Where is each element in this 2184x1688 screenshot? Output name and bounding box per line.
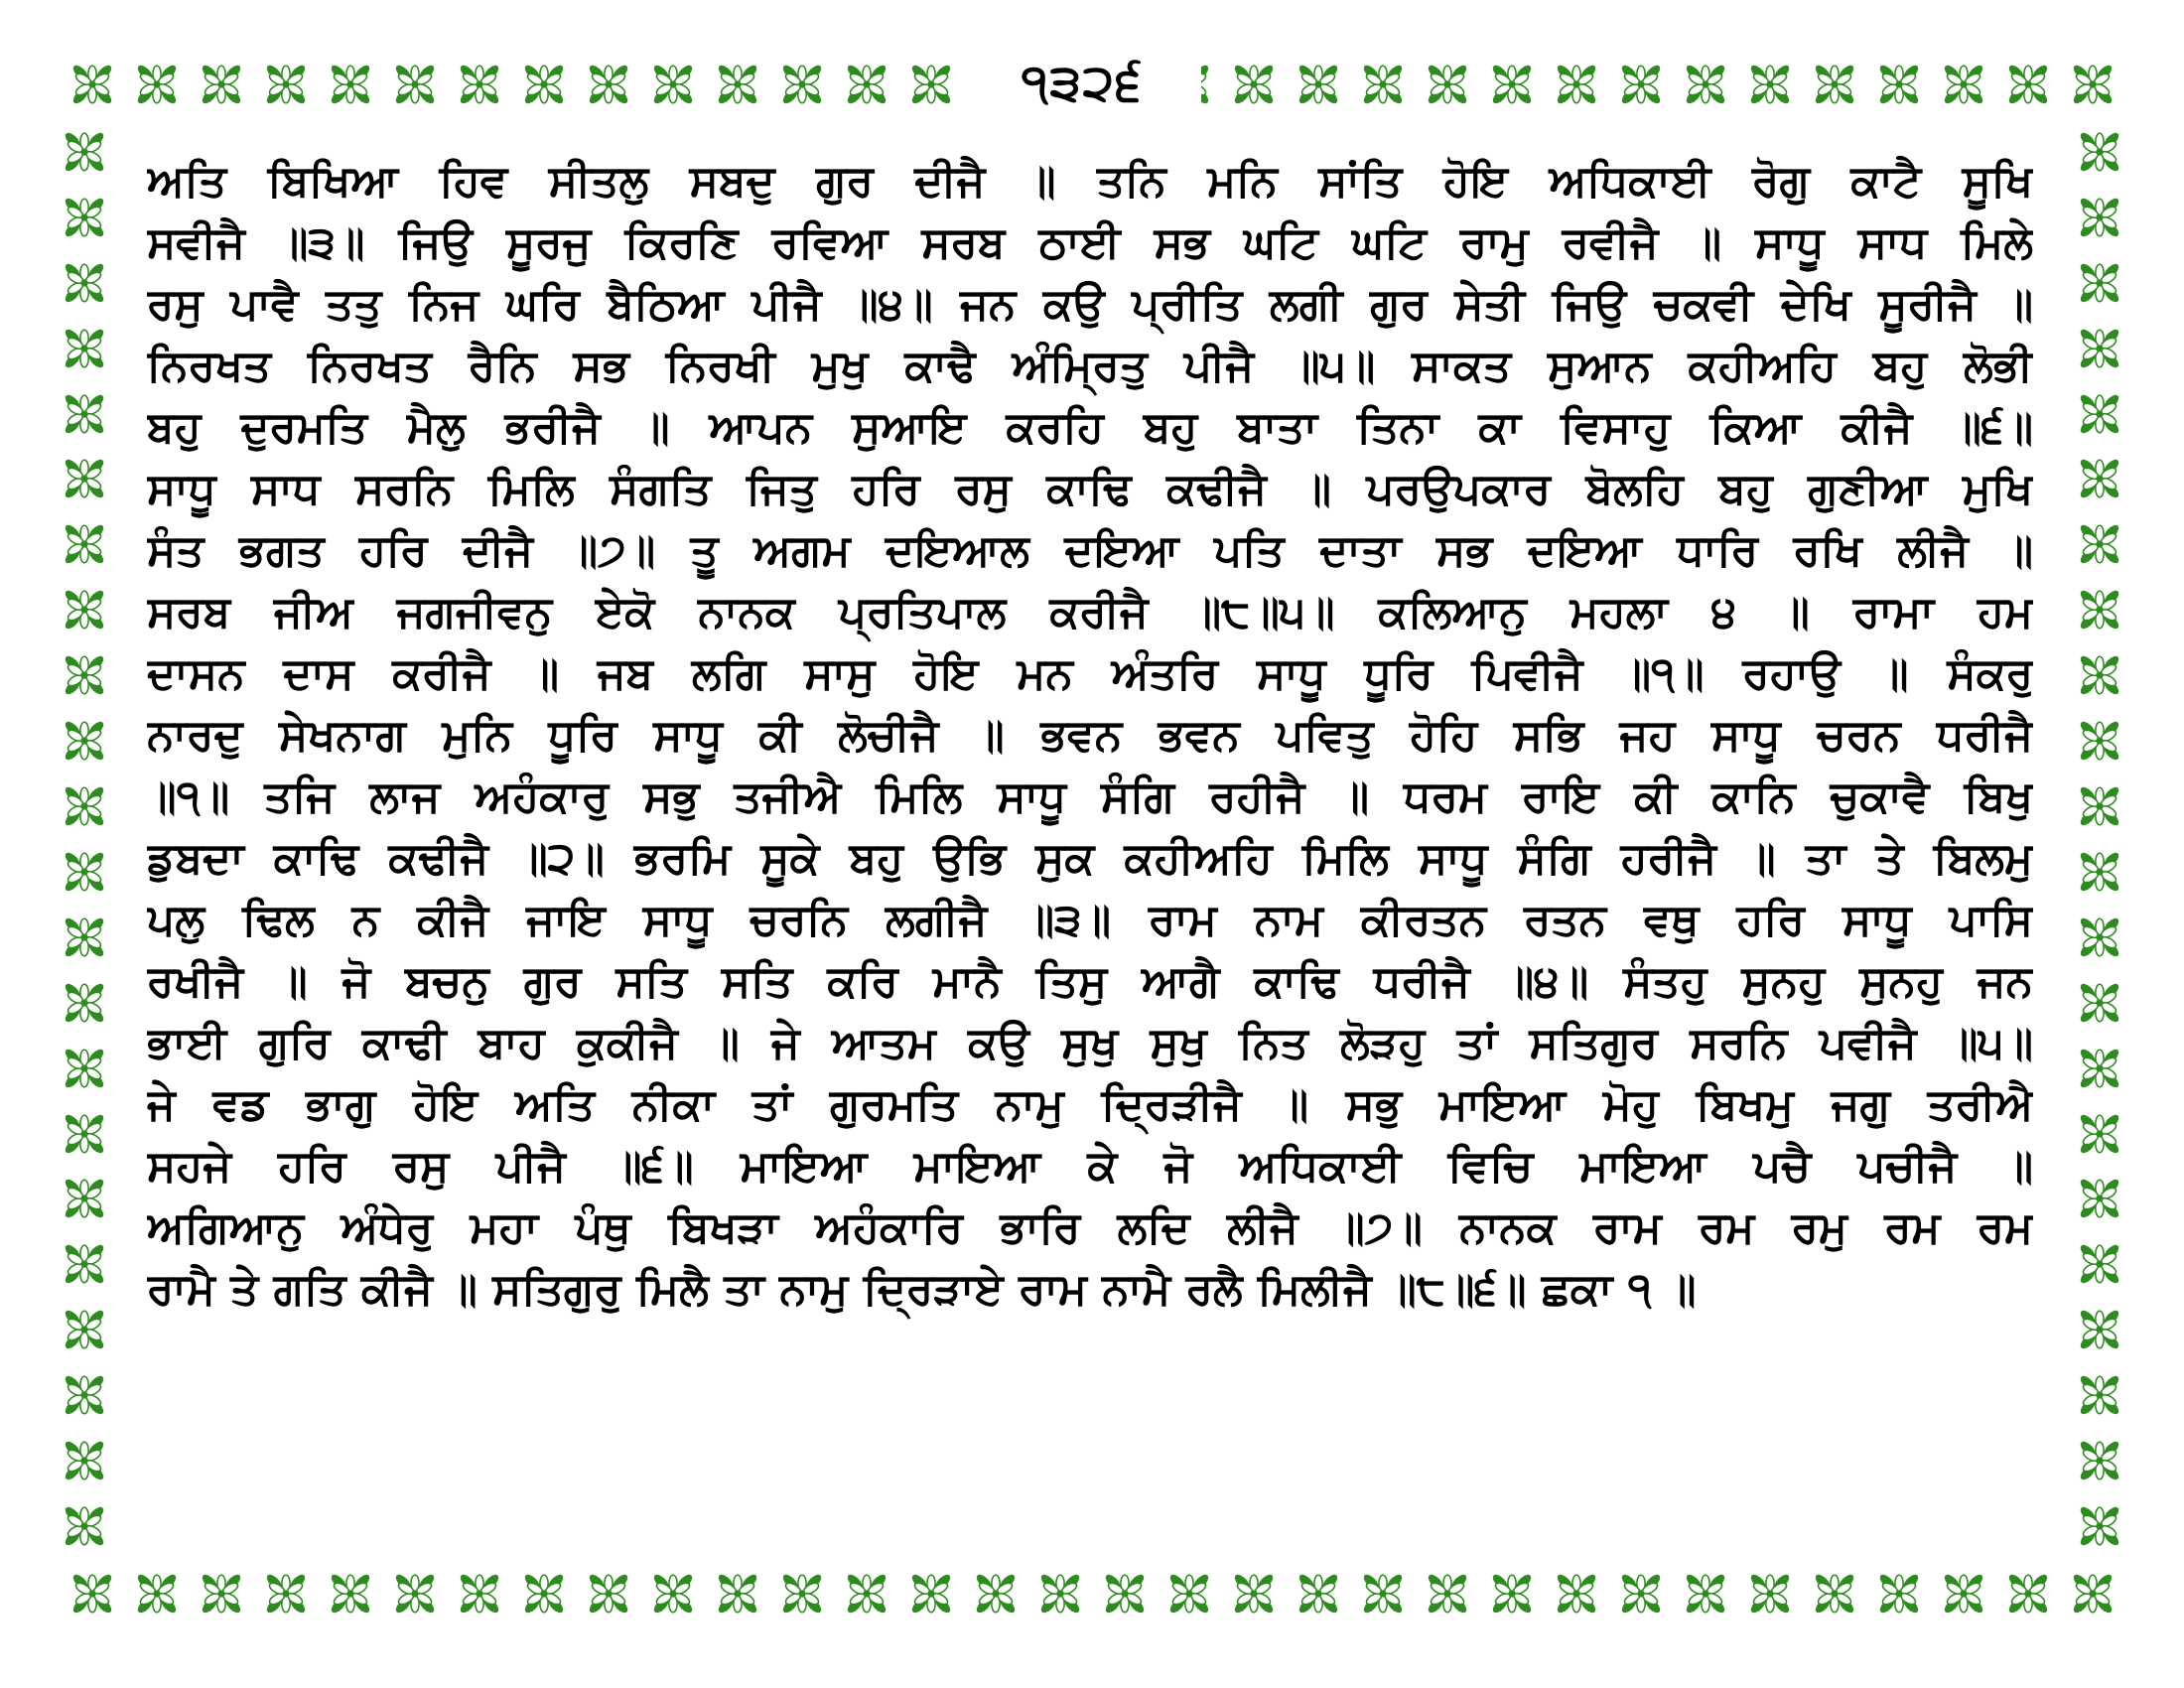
flower-icon [1228,59,1280,110]
flower-icon [59,453,110,504]
flower-icon [325,59,376,110]
flower-icon [59,715,110,767]
flower-icon [2074,257,2125,309]
flower-icon [776,59,828,110]
text-line: ਪਲੁ ਢਿਲ ਨ ਕੀਜੈ ਜਾਇ ਸਾਧੂ ਚਰਨਿ ਲਗੀਜੈ ॥੩॥ ਰਾਮ ਨਾਮ ਕੀਰਤਨ ਰਤਨ ਵਥੁ ਹਰਿ ਸਾਧੂ ਪਾਸਿ [147,895,2033,945]
flower-icon [1357,59,1409,110]
scripture-text [147,151,2033,1521]
flower-icon [59,780,110,832]
flower-icon [1744,59,1796,110]
flower-icon [2067,59,2118,110]
flower-icon [59,977,110,1029]
flower-icon [1034,1568,1086,1619]
flower-icon [1357,1568,1409,1619]
flower-icon [2074,977,2125,1029]
flower-icon [131,1568,183,1619]
flower-icon [647,1568,699,1619]
flower-icon [1293,59,1344,110]
flower-icon [59,1369,110,1421]
flower-icon [647,59,699,110]
flower-icon [59,1304,110,1355]
text-line: ਰਾਮੈ ਤੇ ਗਤਿ ਕੀਜੈ ॥ ਸਤਿਗੁਰੁ ਮਿਲੈ ਤਾ ਨਾਮੁ ਦ੍ਰਿੜਾਏ ਰਾਮ ਨਾਮੈ ਰਲੈ ਮਿਲੀਜੈ ॥੮॥੬॥ ਛਕਾ ੧ ॥ [147,1264,1697,1315]
flower-icon [59,192,110,243]
flower-icon [2074,1435,2125,1486]
flower-icon [2074,780,2125,832]
text-line: ਰਖੀਜੈ ॥ ਜੋ ਬਚਨੁ ਗੁਰ ਸਤਿ ਸਤਿ ਕਰਿ ਮਾਨੈ ਤਿਸੁ ਆਗੈ ਕਾਢਿ ਧਰੀਜੈ ॥੪॥ ਸੰਤਹੁ ਸੁਨਹੁ ਸੁਨਹੁ ਜਨ [147,956,2033,1007]
flower-icon [1486,1568,1538,1619]
text-line: ਡੁਬਦਾ ਕਾਢਿ ਕਢੀਜੈ ॥੨॥ ਭਰਮਿ ਸੂਕੇ ਬਹੁ ਉਭਿ ਸੁਕ ਕਹੀਅਹਿ ਮਿਲਿ ਸਾਧੂ ਸੰਗਿ ਹਰੀਜੈ ॥ ਤਾ ਤੇ ਬਿਲਮੁ [147,833,2033,884]
flower-icon [841,1568,892,1619]
text-line: ਨਾਰਦੁ ਸੇਖਨਾਗ ਮੁਨਿ ਧੂਰਿ ਸਾਧੂ ਕੀ ਲੋਚੀਜੈ ॥ ਭਵਨ ਭਵਨ ਪਵਿਤੁ ਹੋਹਿ ਸਭਿ ਜਹ ਸਾਧੂ ਚਰਨ ਧਰੀਜੈ [147,710,2033,761]
flower-icon [1163,1568,1215,1619]
flower-icon [905,1568,957,1619]
flower-icon [2074,192,2125,243]
flower-icon [2074,453,2125,504]
flower-icon [2074,1369,2125,1421]
flower-icon [1809,59,1860,110]
flower-icon [260,1568,312,1619]
border-bottom [60,1559,2124,1628]
text-line: ਸਹਜੇ ਹਰਿ ਰਸੁ ਪੀਜੈ ॥੬॥ ਮਾਇਆ ਮਾਇਆ ਕੇ ਜੋ ਅਧਿਕਾਈ ਵਿਚਿ ਮਾਇਆ ਪਚੈ ਪਚੀਜੈ ॥ [147,1141,2033,1192]
text-line: ਭਾਈ ਗੁਰਿ ਕਾਢੀ ਬਾਹ ਕੁਕੀਜੈ ॥ ਜੇ ਆਤਮ ਕਉ ਸੁਖੁ ਸੁਖੁ ਨਿਤ ਲੋੜਹੁ ਤਾਂ ਸਤਿਗੁਰ ਸਰਨਿ ਪਵੀਜੈ ॥੫॥ [147,1018,2033,1068]
flower-icon [970,1568,1022,1619]
border-right [2065,119,2134,1559]
flower-icon [2074,1043,2125,1094]
flower-icon [776,1568,828,1619]
flower-icon [59,846,110,898]
text-line: ਸਾਧੂ ਸਾਧ ਸਰਨਿ ਮਿਲਿ ਸੰਗਤਿ ਜਿਤੁ ਹਰਿ ਰਸੁ ਕਾਢਿ ਕਢੀਜੈ ॥ ਪਰਉਪਕਾਰ ਬੋਲਹਿ ਬਹੁ ਗੁਣੀਆ ਮੁਖਿ [147,464,2033,514]
text-line: ਰਸੁ ਪਾਵੈ ਤਤੁ ਨਿਜ ਘਰਿ ਬੈਠਿਆ ਪੀਜੈ ॥੪॥ ਜਨ ਕਉ ਪ੍ਰੀਤਿ ਲਗੀ ਗੁਰ ਸੇਤੀ ਜਿਉ ਚਕਵੀ ਦੇਖਿ ਸੂਰੀਜੈ ॥ [147,279,2033,330]
flower-icon [1744,1568,1796,1619]
flower-icon [2074,1500,2125,1552]
flower-icon [59,1435,110,1486]
border-left [50,119,119,1559]
flower-icon [2067,1568,2118,1619]
page-number-box [963,46,1201,119]
text-line: ਦਾਸਨ ਦਾਸ ਕਰੀਜੈ ॥ ਜਬ ਲਗਿ ਸਾਸੁ ਹੋਇ ਮਨ ਅੰਤਰਿ ਸਾਧੂ ਧੂਰਿ ਪਿਵੀਜੈ ॥੧॥ ਰਹਾਉ ॥ ਸੰਕਰੁ [147,648,2033,699]
flower-icon [67,1568,118,1619]
flower-icon [712,1568,763,1619]
flower-icon [518,59,570,110]
flower-icon [583,1568,634,1619]
flower-icon [59,1500,110,1552]
flower-icon [2074,126,2125,178]
flower-icon [1615,1568,1667,1619]
text-line: ਅਤਿ ਬਿਖਿਆ ਹਿਵ ਸੀਤਲੁ ਸਬਦੁ ਗੁਰ ਦੀਜੈ ॥ ਤਨਿ ਮਨਿ ਸਾਂਤਿ ਹੋਇ ਅਧਿਕਾਈ ਰੋਗੁ ਕਾਟੈ ਸੂਖਿ [147,156,2033,207]
flower-icon [59,518,110,570]
flower-icon [2074,715,2125,767]
flower-icon [2074,1108,2125,1160]
flower-icon [1422,1568,1473,1619]
flower-icon [59,1173,110,1224]
flower-icon [712,59,763,110]
flower-icon [59,388,110,440]
flower-icon [196,59,247,110]
text-line: ਬਹੁ ਦੁਰਮਤਿ ਮੈਲੁ ਭਰੀਜੈ ॥ ਆਪਨ ਸੁਆਇ ਕਰਹਿ ਬਹੁ ਬਾਤਾ ਤਿਨਾ ਕਾ ਵਿਸਾਹੁ ਕਿਆ ਕੀਜੈ ॥੬॥ [147,402,2033,453]
text-line: ਨਿਰਖਤ ਨਿਰਖਤ ਰੈਨਿ ਸਭ ਨਿਰਖੀ ਮੁਖੁ ਕਾਢੈ ਅੰਮ੍ਰਿਤੁ ਪੀਜੈ ॥੫॥ ਸਾਕਤ ਸੁਆਨ ਕਹੀਅਹਿ ਬਹੁ ਲੋਭੀ [147,341,2033,391]
flower-icon [518,1568,570,1619]
flower-icon [1486,59,1538,110]
flower-icon [59,257,110,309]
flower-icon [2002,1568,2054,1619]
flower-icon [454,1568,505,1619]
flower-icon [131,59,183,110]
flower-icon [325,1568,376,1619]
flower-icon [67,59,118,110]
flower-icon [454,59,505,110]
flower-icon [1615,59,1667,110]
flower-icon [1228,1568,1280,1619]
flower-icon [2074,1173,2125,1224]
flower-icon [1551,59,1602,110]
text-line: ਜੇ ਵਡ ਭਾਗੁ ਹੋਇ ਅਤਿ ਨੀਕਾ ਤਾਂ ਗੁਰਮਤਿ ਨਾਮੁ ਦ੍ਰਿੜੀਜੈ ॥ ਸਭੁ ਮਾਇਆ ਮੋਹੁ ਬਿਖਮੁ ਜਗੁ ਤਰੀਐ [147,1079,2033,1130]
flower-icon [59,1043,110,1094]
flower-icon [59,1238,110,1290]
flower-icon [1809,1568,1860,1619]
flower-icon [59,912,110,963]
flower-icon [2074,649,2125,701]
flower-icon [1938,59,1989,110]
flower-icon [1293,1568,1344,1619]
flower-icon [2074,1238,2125,1290]
flower-icon [2074,518,2125,570]
flower-icon [2002,59,2054,110]
flower-icon [59,1108,110,1160]
flower-icon [59,126,110,178]
flower-icon [59,584,110,635]
text-line: ਸੰਤ ਭਗਤ ਹਰਿ ਦੀਜੈ ॥੭॥ ਤੂ ਅਗਮ ਦਇਆਲ ਦਇਆ ਪਤਿ ਦਾਤਾ ਸਭ ਦਇਆ ਧਾਰਿ ਰਖਿ ਲੀਜੈ ॥ [147,525,2033,576]
flower-icon [59,649,110,701]
flower-icon [1422,59,1473,110]
flower-icon [1873,1568,1925,1619]
flower-icon [841,59,892,110]
flower-icon [1938,1568,1989,1619]
flower-icon [260,59,312,110]
flower-icon [1873,59,1925,110]
flower-icon [2074,388,2125,440]
flower-icon [1551,1568,1602,1619]
flower-icon [583,59,634,110]
flower-icon [389,59,441,110]
flower-icon [2074,584,2125,635]
flower-icon [2074,846,2125,898]
flower-icon [389,1568,441,1619]
flower-icon [2074,912,2125,963]
flower-icon [905,59,957,110]
text-line: ਅਗਿਆਨੁ ਅੰਧੇਰੁ ਮਹਾ ਪੰਥੁ ਬਿਖੜਾ ਅਹੰਕਾਰਿ ਭਾਰਿ ਲਦਿ ਲੀਜੈ ॥੭॥ ਨਾਨਕ ਰਾਮ ਰਮ ਰਮੁ ਰਮ ਰਮ [147,1202,2033,1253]
page-number: ੧੩੨੬ [1021,53,1144,111]
flower-icon [2074,323,2125,374]
flower-icon [1099,1568,1151,1619]
flower-icon [1680,1568,1731,1619]
text-line: ਸਵੀਜੈ ॥੩॥ ਜਿਉ ਸੂਰਜੁ ਕਿਰਣਿ ਰਵਿਆ ਸਰਬ ਠਾਈ ਸਭ ਘਟਿ ਘਟਿ ਰਾਮੁ ਰਵੀਜੈ ॥ ਸਾਧੂ ਸਾਧ ਮਿਲੇ [147,217,2033,268]
flower-icon [2074,1304,2125,1355]
flower-icon [1680,59,1731,110]
text-line: ॥੧॥ ਤਜਿ ਲਾਜ ਅਹੰਕਾਰੁ ਸਭੁ ਤਜੀਐ ਮਿਲਿ ਸਾਧੂ ਸੰਗਿ ਰਹੀਜੈ ॥ ਧਰਮ ਰਾਇ ਕੀ ਕਾਨਿ ਚੁਕਾਵੈ ਬਿਖੁ [147,772,2033,822]
flower-icon [59,323,110,374]
text-line: ਸਰਬ ਜੀਅ ਜਗਜੀਵਨੁ ਏਕੋ ਨਾਨਕ ਪ੍ਰਤਿਪਾਲ ਕਰੀਜੈ ॥੮॥੫॥ ਕਲਿਆਨੁ ਮਹਲਾ ੪ ॥ ਰਾਮਾ ਹਮ [147,587,2033,637]
flower-icon [196,1568,247,1619]
